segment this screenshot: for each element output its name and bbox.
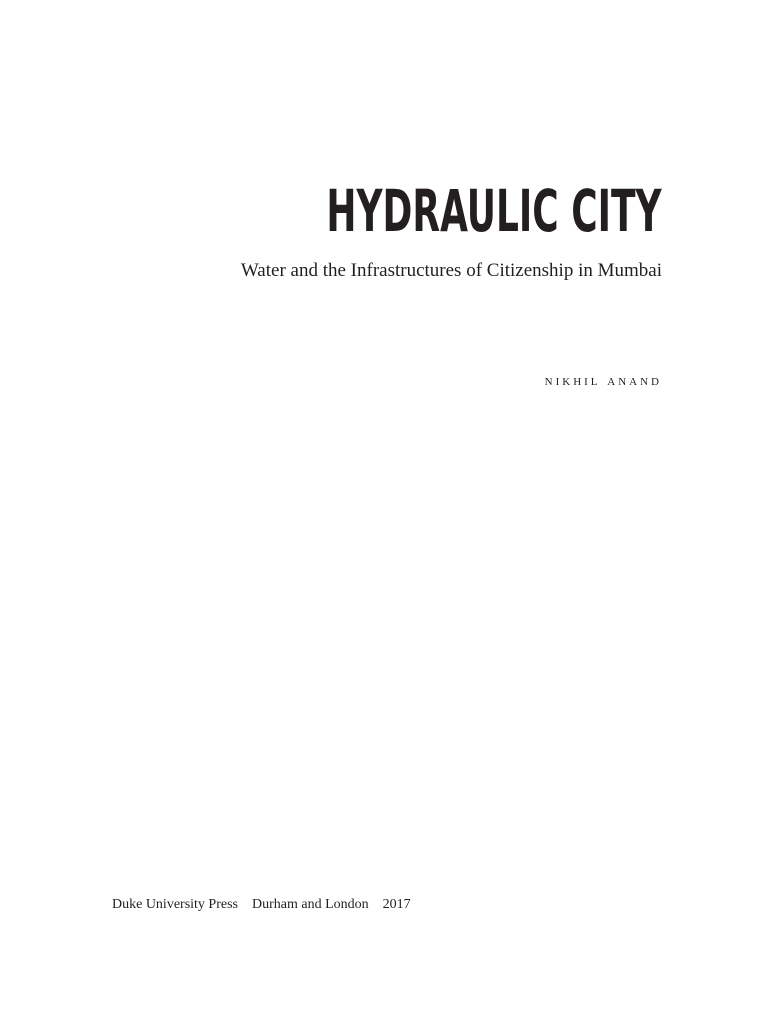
book-subtitle: Water and the Infrastructures of Citizenship in Mumbai [240,260,662,281]
book-title: HYDRAULIC CITY [326,177,662,245]
publisher-location: Durham and London [252,897,369,912]
publication-year: 2017 [382,897,411,912]
publisher-name: Duke University Press [112,897,238,912]
author-name: nikhil anand [544,373,662,389]
imprint-line [112,895,411,915]
